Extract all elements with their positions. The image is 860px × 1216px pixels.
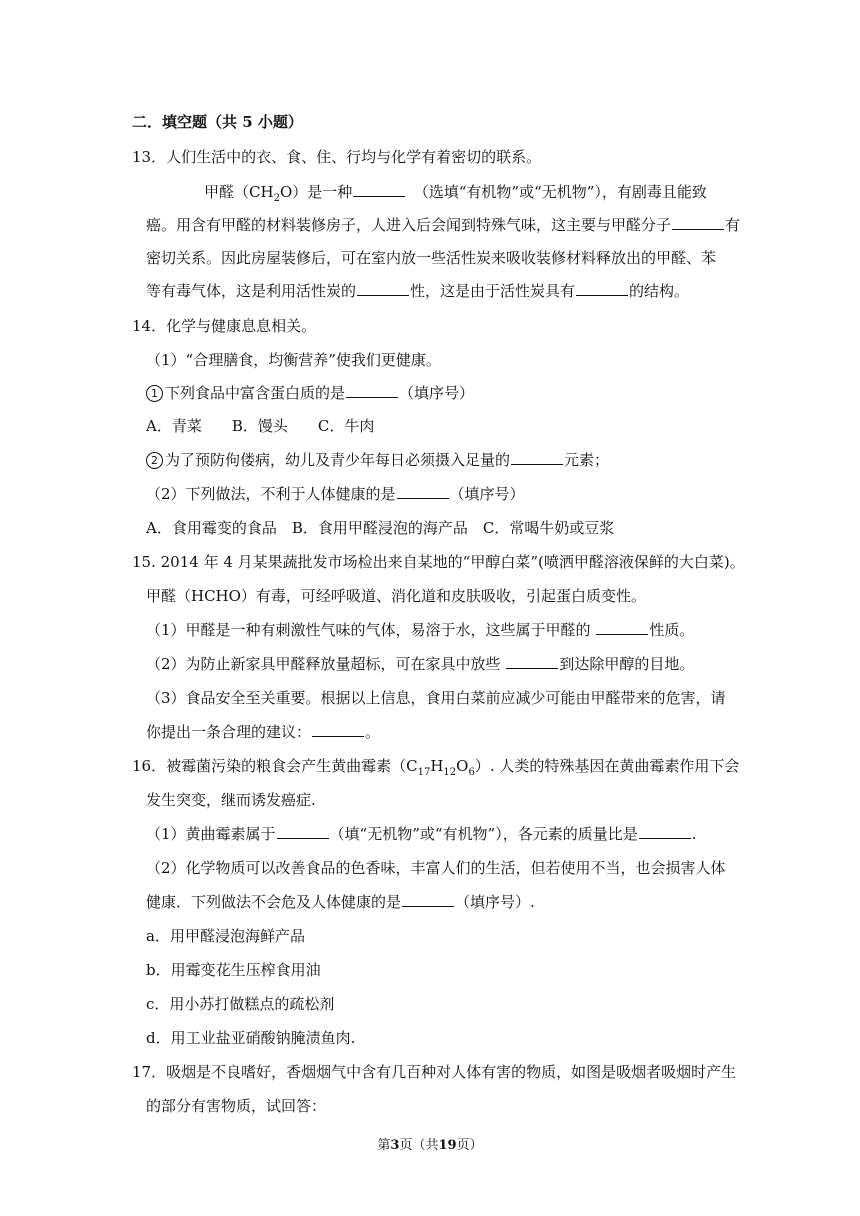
q13-text-b: O）是一种 <box>279 183 353 201</box>
q15-blank-3[interactable] <box>312 722 364 737</box>
footer-total-pages: 19 <box>438 1138 457 1153</box>
q14-text-b: （填序号） <box>399 384 475 402</box>
q13-text-c: （选填“有机物”或“无机物”），有剧毒且能致 <box>406 183 707 201</box>
q15-line-6 <box>146 722 380 742</box>
page-footer <box>0 1137 860 1155</box>
q14-line-1: 14．化学与健康息息相关。 <box>132 317 317 335</box>
q16-sub-3: 6 <box>468 767 475 778</box>
q13-line-3 <box>146 215 740 235</box>
q16-blank-3[interactable] <box>402 892 454 907</box>
q16-blank-2[interactable] <box>639 824 691 839</box>
q15-text-a: （1）甲醛是一种有刺激性气味的气体，易溶于水，这些属于甲醛的 <box>146 621 596 639</box>
q16-text-b: H <box>430 757 444 775</box>
q14-blank-1[interactable] <box>346 383 398 398</box>
q14-text-a: 下列食品中富含蛋白质的是 <box>165 384 346 402</box>
q15-blank-2[interactable] <box>506 654 558 669</box>
q13-text-h: 的结构。 <box>629 282 690 300</box>
q16-text-h: 健康．下列做法不会危及人体健康的是 <box>146 893 402 911</box>
q15-text-b: 性质。 <box>649 621 695 639</box>
q14-text-c: 为了预防佝偻病，幼儿及青少年每日必须摄入足量的 <box>165 451 511 469</box>
q13-text-f: 等有毒气体，这是利用活性炭的 <box>146 282 357 300</box>
q16-text-d: ）. 人类的特殊基因在黄曲霉素作用下会 <box>474 757 740 775</box>
section-title: 二．填空题（共 5 小题） <box>132 113 303 131</box>
q15-line-3 <box>146 620 694 640</box>
q16-text-i: （填序号）. <box>455 893 535 911</box>
circled-number-1: 1 <box>146 385 163 402</box>
q15-blank-1[interactable] <box>596 620 648 635</box>
q16-option-b: b．用霉变花生压榨食用油 <box>146 961 321 979</box>
q16-sub-2: 12 <box>443 767 457 778</box>
q14-line-6 <box>146 484 525 504</box>
footer-text-b: 页（共 <box>399 1138 439 1153</box>
q14-line-5 <box>146 450 609 470</box>
q16-option-d: d．用工业盐亚硝酸钠腌渍鱼肉. <box>146 1029 356 1047</box>
q13-line-5 <box>146 281 689 301</box>
q14-text-f: （填序号） <box>449 485 525 503</box>
q13-line-2 <box>204 182 707 209</box>
q16-text-e: （1）黄曲霉素属于 <box>146 825 276 843</box>
q16-text-f: （填“无机物”或“有机物”），各元素的质量比是 <box>329 825 638 843</box>
q16-line-5 <box>146 892 535 912</box>
circled-number-2: 2 <box>146 452 163 469</box>
q17-line-1: 17．吸烟是不良嗜好，香烟烟气中含有几百种对人体有害的物质，如图是吸烟者吸烟时产生 <box>132 1063 737 1081</box>
q16-line-1 <box>132 756 739 783</box>
q14-options-1: A．青菜 B．馒头 C．牛肉 <box>146 417 375 435</box>
q17-line-2: 的部分有害物质，试回答： <box>146 1097 327 1115</box>
q13-line-1: 13．人们生活中的衣、食、住、行均与化学有着密切的联系。 <box>132 148 542 166</box>
q13-blank-3[interactable] <box>357 281 409 296</box>
q15-line-1: 15. 2014 年 4 月某果蔬批发市场检出来自某地的“甲醇白菜”(喷洒甲醛溶液保鲜的大白菜)。 <box>132 553 745 571</box>
q13-text-a: 甲醛（CH <box>204 183 274 201</box>
q13-text-e: 有 <box>725 216 741 234</box>
footer-text-a: 第 <box>377 1138 391 1153</box>
q14-options-2: A．食用霉变的食品 B．食用甲醛浸泡的海产品 C．常喝牛奶或豆浆 <box>146 519 615 537</box>
q13-line-4: 密切关系。因此房屋装修后，可在室内放一些活性炭来吸收装修材料释放出的甲醛、苯 <box>146 249 717 267</box>
q16-option-c: c．用小苏打做糕点的疏松剂 <box>146 995 335 1013</box>
q13-blank-4[interactable] <box>576 281 628 296</box>
footer-page-number: 3 <box>390 1138 400 1153</box>
footer-text-c: 页） <box>456 1138 483 1153</box>
q15-text-f: 。 <box>365 723 381 741</box>
q16-line-2: 发生突变，继而诱发癌症. <box>146 791 316 809</box>
q14-blank-2[interactable] <box>511 450 563 465</box>
q13-text-g: 性，这是由于活性炭具有 <box>410 282 576 300</box>
q13-subscript: 2 <box>273 193 280 204</box>
q15-line-4 <box>146 654 694 674</box>
q16-line-3 <box>146 824 697 844</box>
q16-text-g: . <box>691 825 697 843</box>
q15-text-c: （2）为防止新家具甲醛释放量超标，可在家具中放些 <box>146 655 506 673</box>
q15-line-2: 甲醛（HCHO）有毒，可经呼吸道、消化道和皮肤吸收，引起蛋白质变性。 <box>146 587 646 605</box>
q13-blank-1[interactable] <box>353 182 405 197</box>
q16-blank-1[interactable] <box>277 824 329 839</box>
q13-text-d: 癌。用含有甲醛的材料装修房子，人进入后会闻到特殊气味，这主要与甲醛分子 <box>146 216 672 234</box>
q16-text-c: O <box>456 757 469 775</box>
q16-line-4: （2）化学物质可以改善食品的色香味，丰富人们的生活，但若使用不当，也会损害人体 <box>146 859 726 877</box>
q15-line-5: （3）食品安全至关重要。根据以上信息，食用白菜前应减少可能由甲醛带来的危害，请 <box>146 689 726 707</box>
q14-text-d: 元素； <box>564 451 610 469</box>
q16-option-a: a．用甲醛浸泡海鲜产品 <box>146 927 305 945</box>
q13-blank-2[interactable] <box>672 215 724 230</box>
q14-blank-3[interactable] <box>397 484 449 499</box>
q16-sub-1: 17 <box>417 767 431 778</box>
q16-text-a: 16．被霉菌污染的粮食会产生黄曲霉素（C <box>132 757 418 775</box>
q15-text-d: 到达除甲醇的目地。 <box>559 655 695 673</box>
q14-text-e: （2）下列做法，不利于人体健康的是 <box>146 485 396 503</box>
q15-text-e: 你提出一条合理的建议： <box>146 723 312 741</box>
q14-line-2: （1）“合理膳食，均衡营养”使我们更健康。 <box>146 351 441 369</box>
q14-line-3 <box>146 383 474 403</box>
